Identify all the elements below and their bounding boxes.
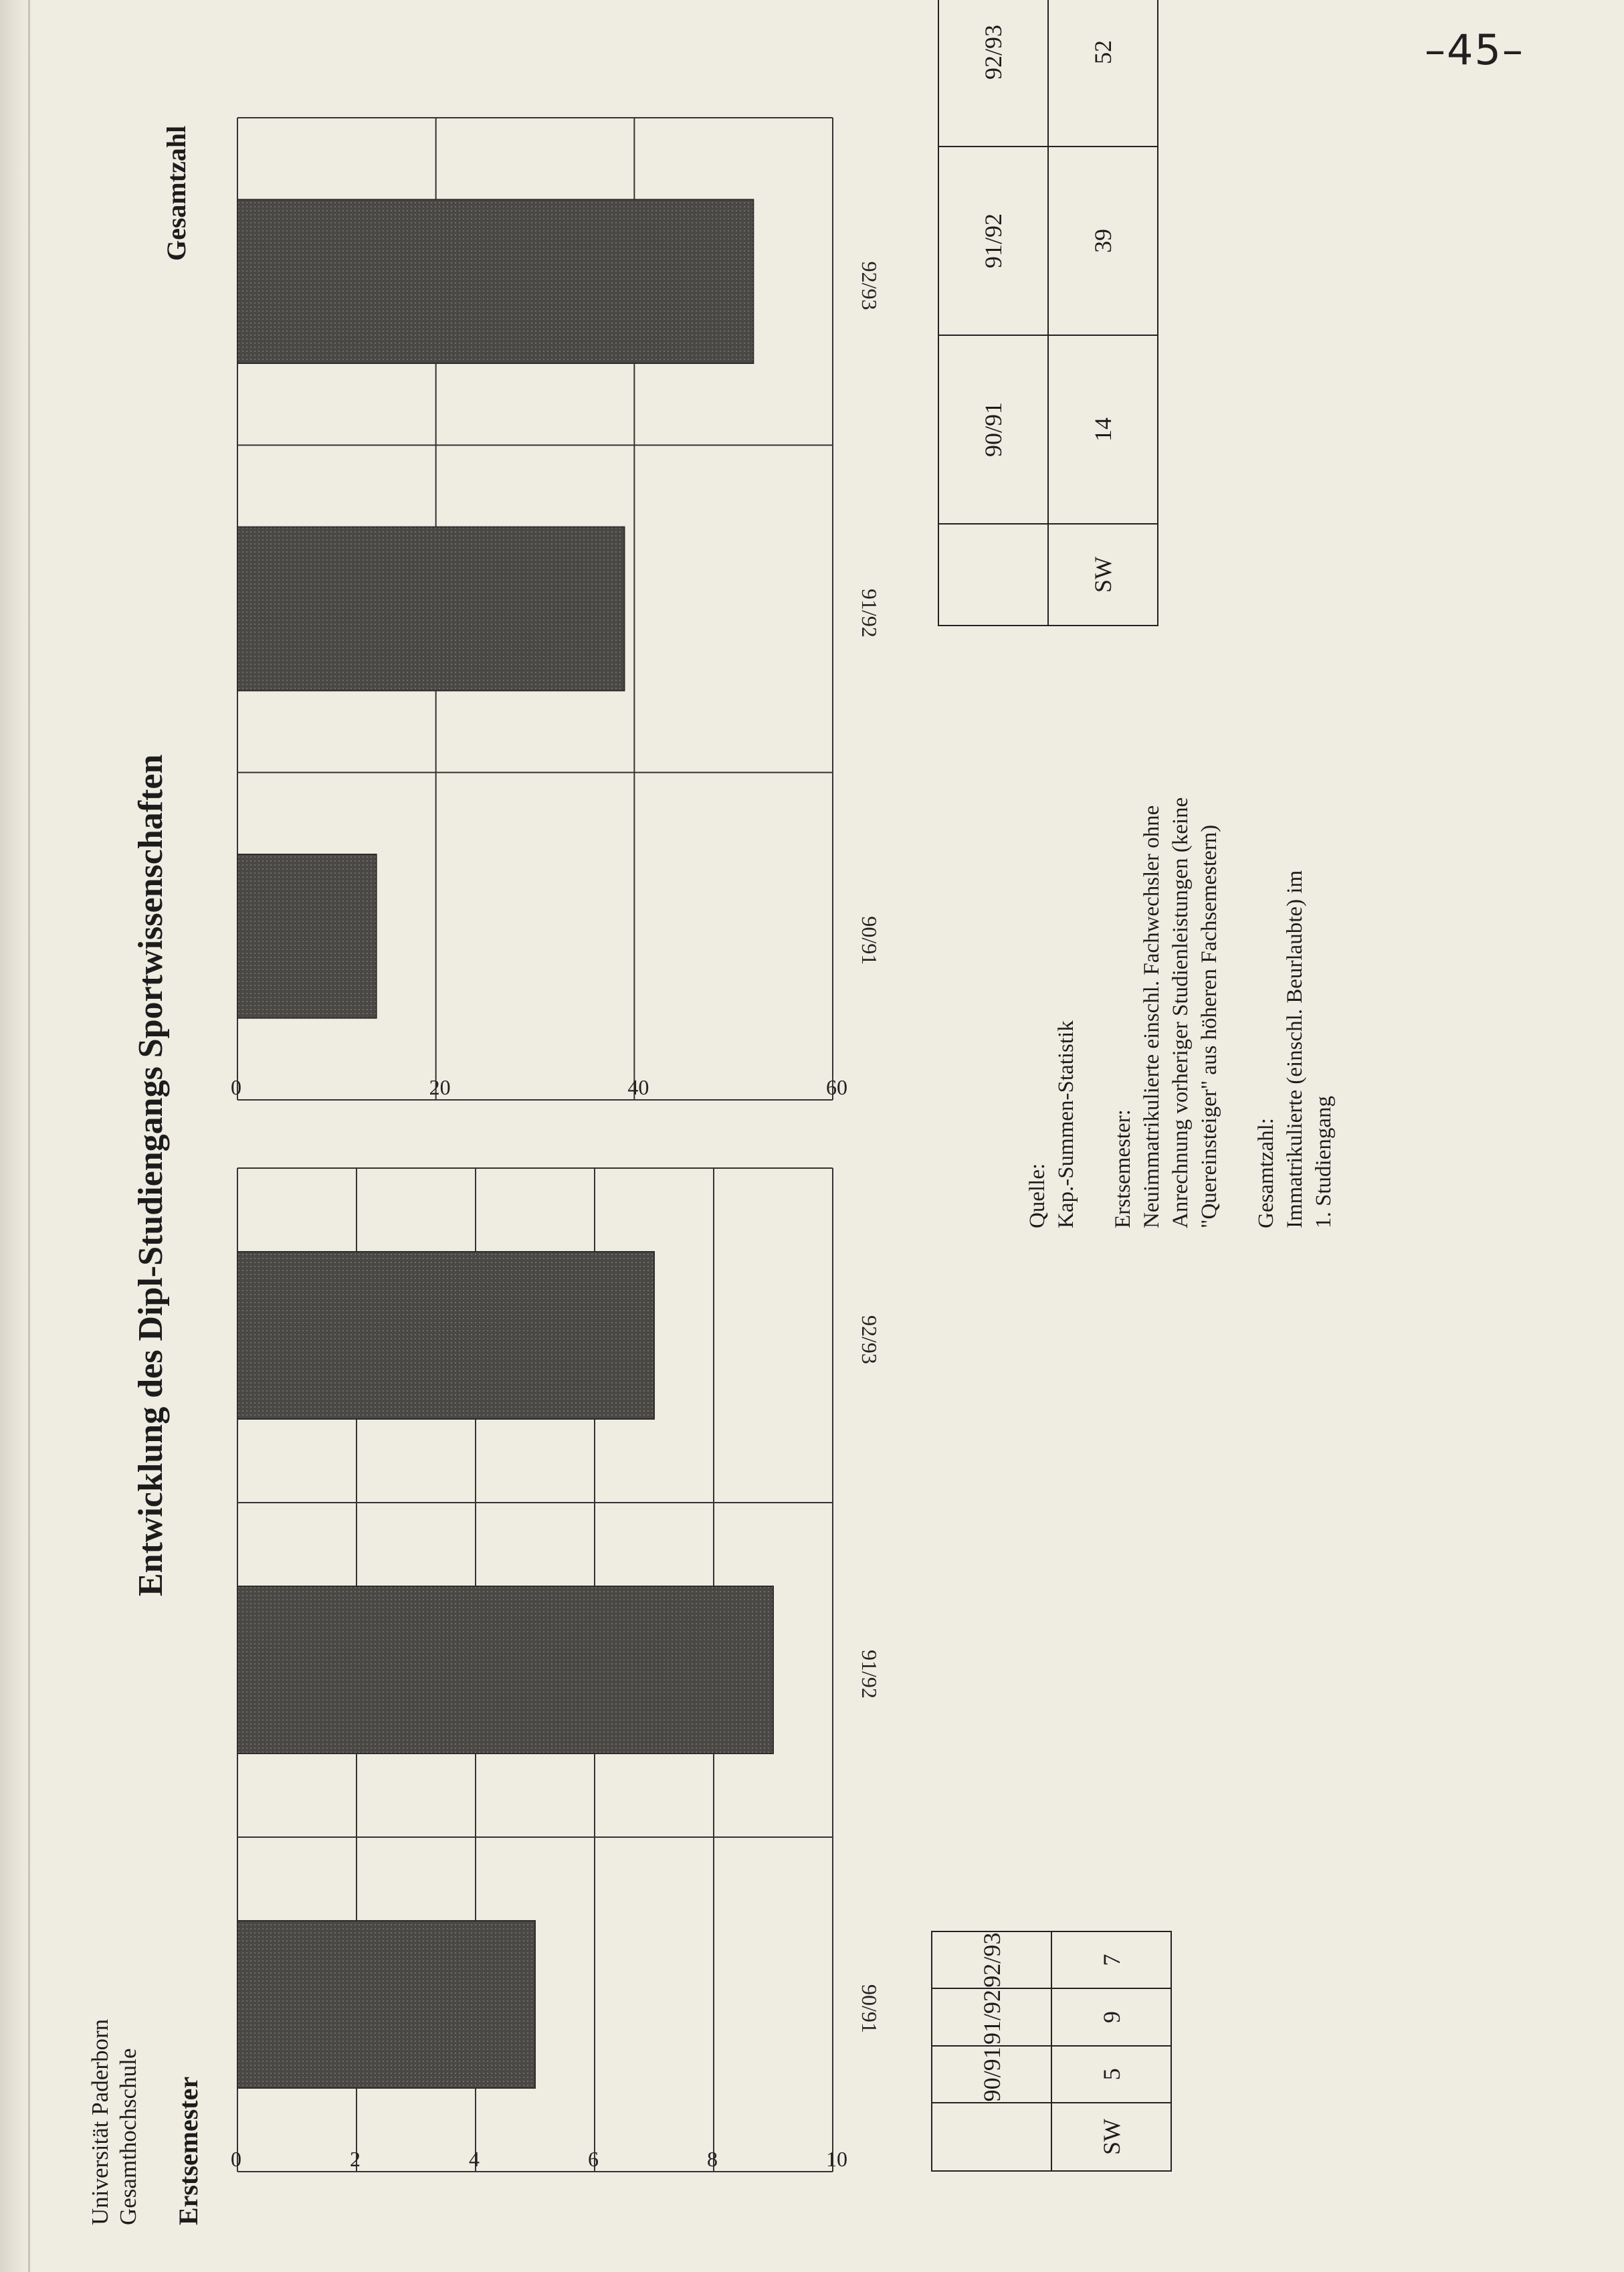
table-header: SW bbox=[1048, 524, 1158, 626]
page-number: –45– bbox=[1425, 25, 1524, 74]
table-row: 92/93 bbox=[932, 1931, 1051, 1988]
table-row: 92/93 bbox=[938, 0, 1048, 147]
table-erstsemester bbox=[931, 1931, 1172, 2172]
bar-90-91 bbox=[237, 854, 377, 1018]
chart-2-title: Gesamtzahl bbox=[161, 125, 191, 261]
y-tick-label: 20 bbox=[429, 1075, 451, 1099]
x-tick-label: 90/91 bbox=[857, 1984, 882, 2033]
x-tick-label: 91/92 bbox=[857, 1650, 882, 1699]
total-line: Immatrikulierte (einschl. Beurlaubte) im bbox=[1283, 870, 1307, 1228]
table-cell: 5 bbox=[1051, 2046, 1171, 2103]
source-value: Kap.-Summen-Statistik bbox=[1054, 1020, 1078, 1228]
notes bbox=[1023, 559, 1366, 1228]
x-tick-label: 91/92 bbox=[857, 589, 882, 638]
table-gesamtzahl bbox=[938, 0, 1158, 626]
table-row: 91/92 bbox=[938, 147, 1048, 335]
y-tick-label: 4 bbox=[469, 2147, 480, 2171]
school-name: Gesamthochschule bbox=[115, 2048, 141, 2225]
x-tick-label: 92/93 bbox=[857, 1315, 882, 1364]
university-name: Universität Paderborn bbox=[87, 2018, 113, 2225]
table-row: 90/91 bbox=[932, 2046, 1051, 2103]
y-tick-label: 10 bbox=[826, 2147, 847, 2171]
table-cell: 52 bbox=[1048, 0, 1158, 147]
y-tick-label: 8 bbox=[707, 2147, 718, 2171]
table-cell: 14 bbox=[1048, 335, 1158, 524]
y-tick-label: 40 bbox=[627, 1075, 649, 1099]
table-header: SW bbox=[1051, 2103, 1171, 2171]
total-label: Gesamtzahl: bbox=[1254, 1118, 1278, 1228]
first-semester-line: Neuimmatrikulierte einschl. Fachwechsler ohne bbox=[1140, 805, 1164, 1228]
x-tick-label: 90/91 bbox=[857, 916, 882, 965]
table-cell: 9 bbox=[1051, 1988, 1171, 2045]
table-cell: 39 bbox=[1048, 147, 1158, 335]
y-tick-label: 0 bbox=[231, 2147, 241, 2171]
first-semester-line: Anrechnung vorheriger Studienleistungen (keine bbox=[1169, 797, 1193, 1228]
table-header-blank bbox=[938, 524, 1048, 626]
table-row: 90/91 bbox=[938, 335, 1048, 524]
table-header-blank bbox=[932, 2103, 1051, 2171]
first-semester-label: Erstsemester: bbox=[1111, 1109, 1135, 1228]
y-tick-label: 0 bbox=[231, 1075, 241, 1099]
y-tick-label: 60 bbox=[826, 1075, 847, 1099]
y-tick-label: 6 bbox=[588, 2147, 599, 2171]
x-tick-label: 92/93 bbox=[857, 261, 882, 310]
total-line: 1. Studiengang bbox=[1312, 1096, 1336, 1228]
page-title: Entwicklung des Dipl-Studiengangs Sportwissenschaften bbox=[132, 754, 170, 1596]
source-label: Quelle: bbox=[1025, 1163, 1049, 1228]
bar-91-92 bbox=[237, 527, 625, 691]
bar-92-93 bbox=[237, 199, 753, 363]
chart-1-title: Erstsemester bbox=[173, 2076, 203, 2225]
table-row: 91/92 bbox=[932, 1988, 1051, 2045]
table-cell: 7 bbox=[1051, 1931, 1171, 1988]
first-semester-line: "Quereinsteiger" aus höheren Fachsemestern) bbox=[1197, 824, 1221, 1228]
y-tick-label: 2 bbox=[350, 2147, 361, 2171]
